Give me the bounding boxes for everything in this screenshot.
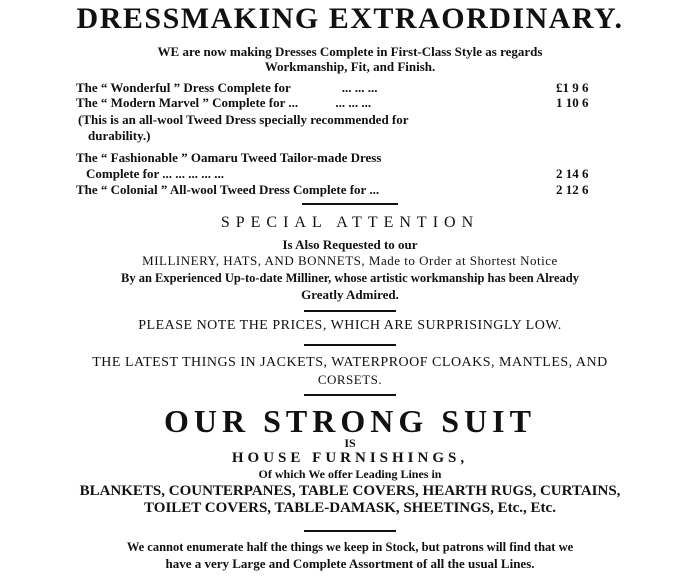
- special-line-1: Is Also Requested to our: [282, 237, 418, 252]
- price-row-label: The “ Colonial ” All-wool Tweed Dress Complete for ...: [76, 182, 380, 197]
- divider-rule: [304, 394, 396, 396]
- tweed-note-line-1: (This is an all-wool Tweed Dress specially recommended for: [78, 112, 409, 127]
- strong-suit-title: OUR STRONG SUIT: [164, 403, 536, 439]
- price-row-wonderful: [76, 80, 636, 95]
- special-attention-heading: SPECIAL ATTENTION: [220, 214, 480, 231]
- intro-line-2: Workmanship, Fit, and Finish.: [264, 59, 436, 74]
- tweed-note-line-2: durability.): [88, 128, 151, 143]
- divider-rule: [304, 310, 396, 312]
- price-row-colonial: [76, 182, 636, 197]
- latest-line-2: CORSETS.: [317, 372, 383, 387]
- price-amount: 1 10 6: [556, 95, 589, 110]
- intro-line-1: WE are now making Dresses Complete in First-Class Style as regards: [157, 44, 543, 59]
- closing-line-2: have a very Large and Complete Assortment of all the usual Lines.: [165, 556, 535, 571]
- price-amount: 2 14 6: [556, 166, 589, 181]
- intro-text: [0, 44, 700, 74]
- special-line-2: MILLINERY, HATS, AND BONNETS, Made to Order at Shortest Notice: [142, 253, 558, 268]
- house-furnishings: HOUSE FURNISHINGS,: [231, 450, 469, 466]
- fashionable-line-1: The “ Fashionable ” Oamaru Tweed Tailor-made Dress: [76, 150, 382, 165]
- latest-line-1: THE LATEST THINGS IN JACKETS, WATERPROOF CLOAKS, MANTLES, AND: [92, 355, 608, 370]
- closing-line-1: We cannot enumerate half the things we keep in Stock, but patrons will find that we: [126, 540, 574, 554]
- lines-list-2: TOILET COVERS, TABLE-DAMASK, SHEETINGS, Etc., Etc.: [144, 500, 556, 516]
- strong-suit-is: IS: [344, 436, 356, 450]
- special-line-3: By an Experienced Up-to-date Milliner, whose artistic workmanship has been Already: [121, 271, 579, 285]
- price-row-fashionable: [86, 166, 646, 181]
- divider-rule: [304, 344, 396, 346]
- price-amount: £1 9 6: [556, 80, 589, 95]
- price-row-label: The “ Wonderful ” Dress Complete for: [76, 80, 291, 95]
- lines-list-1: BLANKETS, COUNTERPANES, TABLE COVERS, HEARTH RUGS, CURTAINS,: [79, 483, 621, 499]
- price-row-label: The “ Modern Marvel ” Complete for ...: [76, 95, 299, 110]
- divider-rule: [302, 203, 398, 205]
- special-line-4: Greatly Admired.: [301, 287, 399, 302]
- price-row-modern-marvel: [76, 95, 636, 110]
- offer-line: Of which We offer Leading Lines in: [258, 467, 442, 481]
- headline: DRESSMAKING EXTRAORDINARY.: [76, 2, 624, 35]
- price-row-label: Complete for ... ... ... ... ...: [86, 166, 225, 181]
- divider-rule: [304, 530, 396, 532]
- price-row-dots: ... ... ...: [335, 95, 372, 110]
- price-amount: 2 12 6: [556, 182, 589, 197]
- prices-note: PLEASE NOTE THE PRICES, WHICH ARE SURPRISINGLY LOW.: [138, 318, 562, 333]
- price-row-dots: ... ... ...: [341, 80, 378, 95]
